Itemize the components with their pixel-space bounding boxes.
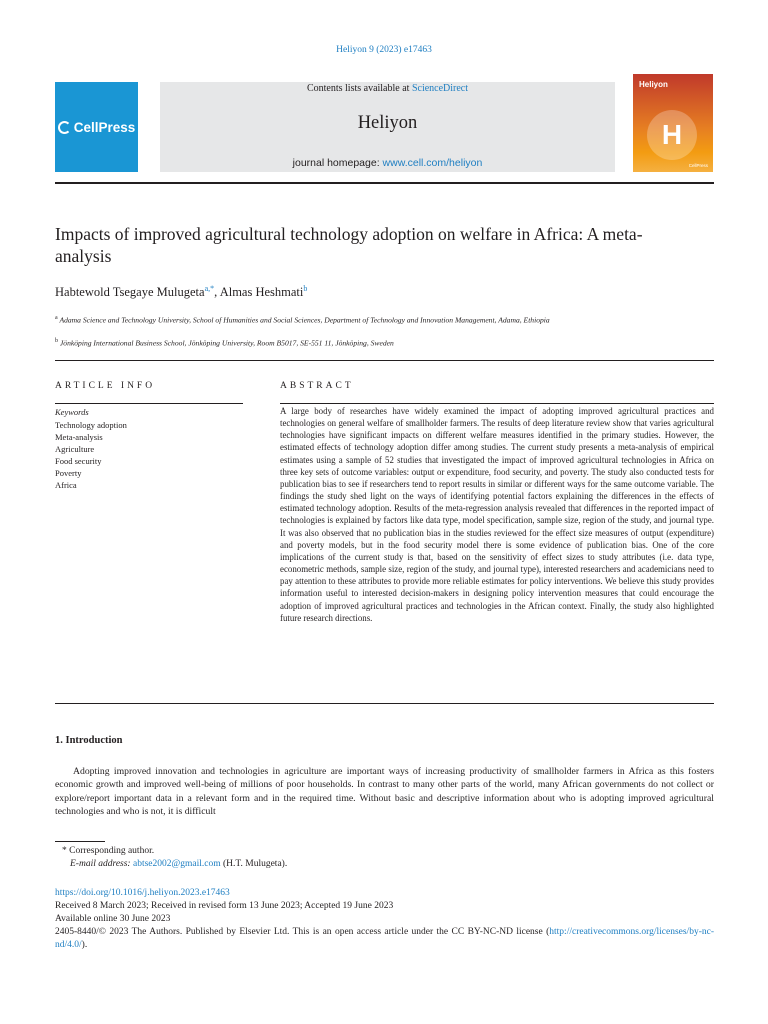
journal-homepage bbox=[160, 157, 615, 169]
keyword-item: Agriculture bbox=[55, 444, 95, 454]
keyword-item: Meta-analysis bbox=[55, 432, 103, 442]
author-marks[interactable]: a,* bbox=[204, 284, 215, 293]
sciencedirect-link[interactable]: ScienceDirect bbox=[411, 83, 469, 94]
homepage-link[interactable]: www.cell.com/heliyon bbox=[382, 157, 483, 169]
keywords-list bbox=[55, 419, 127, 491]
license-link[interactable]: http://creativecommons.org/licenses/by-nc-nd/4.0/ bbox=[55, 927, 714, 950]
email-link[interactable]: abtse2002@gmail.com bbox=[132, 859, 221, 869]
cellpress-c-icon bbox=[58, 121, 71, 134]
affiliation-text: Adama Science and Technology University, School of Humanities and Social Sciences, Department of Technology and Innovation Management, Adama, Ethiopia bbox=[59, 315, 550, 325]
affiliation-divider bbox=[55, 360, 714, 361]
license-text: 2405-8440/© 2023 The Authors. Published by Elsevier Ltd. This is an open access article under the CC BY-NC-ND license ( bbox=[55, 927, 550, 937]
cellpress-wordmark bbox=[58, 120, 136, 135]
affiliation-a bbox=[55, 313, 675, 326]
email-label: E-mail address: bbox=[70, 859, 133, 869]
section-heading-introduction: 1. Introduction bbox=[55, 735, 123, 746]
email-suffix: (H.T. Mulugeta). bbox=[220, 859, 288, 869]
header-divider bbox=[55, 182, 714, 184]
abstract-end-divider bbox=[55, 703, 714, 704]
keyword-item: Food security bbox=[55, 456, 102, 466]
affiliation-b bbox=[55, 336, 675, 349]
affiliation-mark: b bbox=[55, 338, 58, 344]
received-dates: Received 8 March 2023; Received in revised form 13 June 2023; Accepted 19 June 2023 bbox=[55, 901, 394, 911]
homepage-prefix: journal homepage: bbox=[292, 157, 383, 169]
license-statement bbox=[55, 926, 714, 951]
journal-cover-image[interactable] bbox=[633, 74, 713, 172]
keyword-item: Africa bbox=[55, 480, 77, 490]
affiliation-mark: a bbox=[55, 315, 58, 321]
keywords-label: Keywords bbox=[55, 407, 89, 417]
abstract-heading: ABSTRACT bbox=[280, 381, 354, 391]
article-info-divider bbox=[55, 403, 243, 404]
contents-prefix: Contents lists available at bbox=[306, 83, 412, 94]
email-line bbox=[70, 859, 287, 869]
cellpress-logo[interactable] bbox=[55, 82, 138, 172]
journal-citation[interactable]: Heliyon 9 (2023) e17463 bbox=[336, 45, 432, 55]
author-name[interactable]: Almas Heshmati bbox=[219, 285, 304, 300]
doi-text[interactable]: https://doi.org/10.1016/j.heliyon.2023.e17463 bbox=[55, 888, 230, 898]
article-title: Impacts of improved agricultural technology adoption on welfare in Africa: A meta-analysis bbox=[55, 224, 643, 266]
keyword-item: Poverty bbox=[55, 468, 82, 478]
cover-h-icon bbox=[647, 110, 697, 160]
cellpress-logo-text: CellPress bbox=[73, 119, 136, 135]
contents-line bbox=[160, 83, 615, 94]
author-separator: , bbox=[214, 285, 220, 300]
keyword-item: Technology adoption bbox=[55, 420, 127, 430]
abstract-divider bbox=[280, 403, 714, 404]
article-info-heading: ARTICLE INFO bbox=[55, 381, 156, 391]
doi-link[interactable] bbox=[55, 887, 230, 900]
license-end: ). bbox=[81, 939, 88, 950]
author-list bbox=[55, 284, 307, 300]
available-online: Available online 30 June 2023 bbox=[55, 914, 171, 924]
footnote-rule bbox=[55, 841, 105, 842]
affiliation-text: Jönköping International Business School, Jönköping University, Room B5017, SE-551 11, Jönköping, Sweden bbox=[59, 338, 394, 348]
journal-name: Heliyon bbox=[357, 113, 418, 133]
cover-title: Heliyon bbox=[639, 80, 668, 89]
author-name[interactable]: Habtewold Tsegaye Mulugeta bbox=[55, 285, 205, 300]
abstract-text: A large body of researches have widely examined the impact of adopting improved agricultural practices and technologies on general welfare of smallholder farmers. The results of deep literature review show that varies agricultural technologies have significant impacts on different welfare measures identified in the primary studies. However, the estimated effects of technology adoption differ among studies. The current study presents a meta-analysis of empirical estimates using a sample of 52 studies that investigated the impact of improved agricultural technologies in Africa on three key sets of outcome variables: output or expenditure, food security, and poverty. The study also conducted tests for publication bias to see if researchers tend to report results in similar or different ways for the same outcome variable. The findings the study shed light on the ways of identifying potential factors explaining the differences in the effects of estimated technology adoption. Results of the meta-regression analysis revealed that differences in the reported impact of technologies is explained by factors like data type, model specification, sample size, region of the study, and journal type. It was also observed that no publication bias in the studies reviewed for the effect size measures of output (expenditure) and poverty models, but in the food security model there is some evidence of publication bias. One of the core implications of the current study is that, based on the sensitivity of effect sizes to study attributes (i.e. data type, econometric methods, sample size, region of the study, and journal type), interested researchers and academicians need to pay attention to these attributes to provide more reliable estimates for policy interventions. We believe this study provides information useful to interested decision-makers in designing policy intervention measures that could encourage the adoption of improved agricultural practices and technologies in the African context. Finally, the study also highlighted future research directions. bbox=[280, 406, 714, 623]
corresponding-author-note: * Corresponding author. bbox=[62, 846, 155, 856]
cover-publisher: CellPress bbox=[688, 163, 708, 168]
cover-letter: H bbox=[661, 119, 683, 150]
author-marks[interactable]: b bbox=[303, 284, 308, 293]
introduction-paragraph: Adopting improved innovation and technologies in agriculture are important ways of increasing productivity of smallholder farmers in Africa as this fosters economic growth and improved well-being of millions of poor households. In contrast to many other parts of the world, many African governments do not collect or explore/report important data in a relevant form and in the required time. Without basic and descriptive information about who is adopting improved agricultural technologies and who is not, it is difficult bbox=[55, 766, 714, 817]
